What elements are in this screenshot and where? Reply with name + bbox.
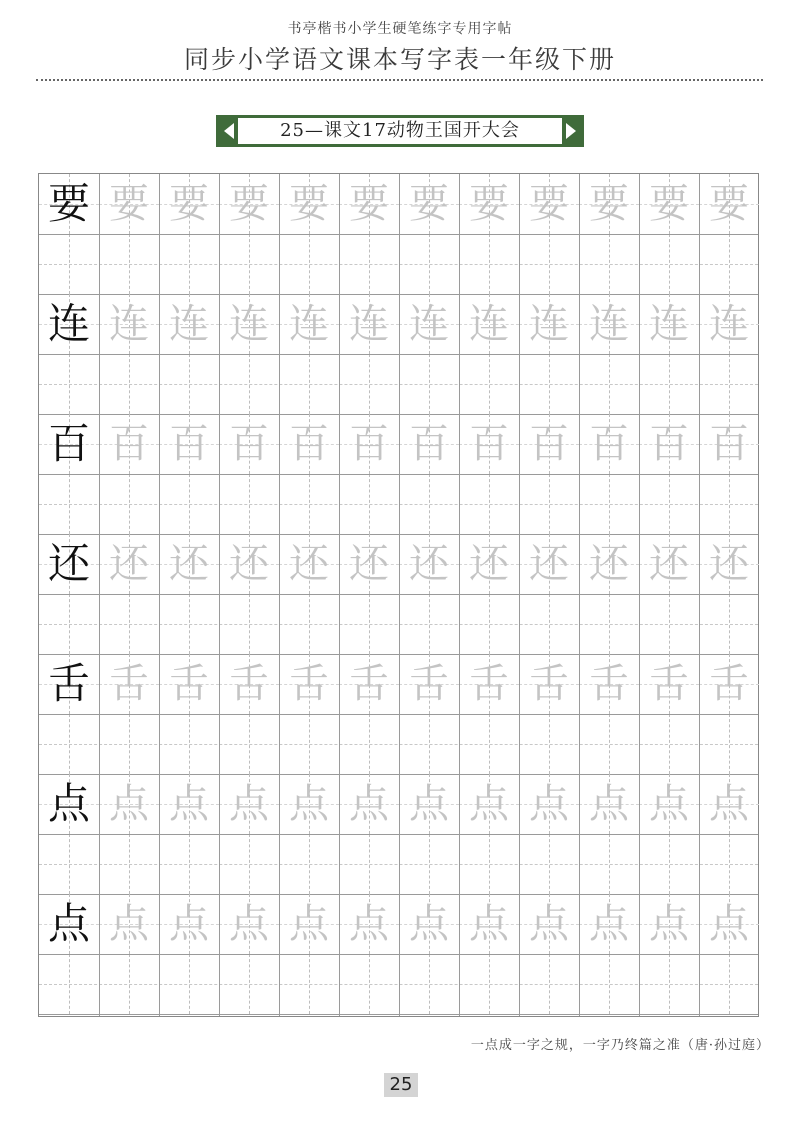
trace-character — [99, 294, 159, 354]
character-glyph: 连 — [229, 301, 269, 347]
trace-character — [339, 774, 399, 834]
trace-character — [639, 774, 699, 834]
character-glyph: 舌 — [109, 661, 149, 707]
character-glyph: 还 — [469, 541, 509, 587]
trace-character — [399, 534, 459, 594]
trace-character — [639, 414, 699, 474]
model-character — [39, 894, 99, 954]
character-glyph: 还 — [409, 541, 449, 587]
trace-character — [279, 774, 339, 834]
character-glyph: 要 — [47, 179, 90, 228]
trace-character — [699, 774, 759, 834]
trace-character — [459, 414, 519, 474]
trace-character — [219, 894, 279, 954]
trace-character — [519, 774, 579, 834]
page-subtitle: 书亭楷书小学生硬笔练字专用字帖 — [287, 21, 513, 37]
trace-character — [159, 294, 219, 354]
trace-character — [219, 174, 279, 234]
character-glyph: 还 — [589, 541, 629, 587]
trace-character — [159, 774, 219, 834]
character-glyph: 百 — [409, 421, 449, 467]
lesson-title: 25—课文17动物王国开大会 — [280, 120, 520, 141]
model-character — [39, 174, 99, 234]
character-glyph: 舌 — [589, 661, 629, 707]
trace-character — [279, 534, 339, 594]
trace-character — [159, 414, 219, 474]
character-glyph: 舌 — [529, 661, 569, 707]
grid-line — [579, 174, 580, 1016]
trace-character — [99, 534, 159, 594]
character-glyph: 点 — [229, 781, 269, 827]
grid-line — [339, 174, 340, 1016]
character-glyph: 连 — [109, 301, 149, 347]
trace-character — [99, 414, 159, 474]
grid-line — [519, 174, 520, 1016]
trace-character — [519, 534, 579, 594]
trace-character — [459, 654, 519, 714]
character-glyph: 百 — [589, 421, 629, 467]
character-glyph: 舌 — [229, 661, 269, 707]
character-glyph: 点 — [589, 901, 629, 947]
character-glyph: 舌 — [409, 661, 449, 707]
trace-character — [459, 294, 519, 354]
trace-character — [699, 894, 759, 954]
trace-character — [639, 654, 699, 714]
character-glyph: 舌 — [349, 661, 389, 707]
character-glyph: 还 — [649, 541, 689, 587]
trace-character — [279, 294, 339, 354]
character-glyph: 百 — [349, 421, 389, 467]
character-glyph: 要 — [109, 181, 149, 227]
trace-character — [459, 774, 519, 834]
grid-line — [459, 174, 460, 1016]
character-glyph: 点 — [169, 901, 209, 947]
grid-line — [399, 174, 400, 1016]
trace-character — [639, 294, 699, 354]
trace-character — [339, 174, 399, 234]
trace-character — [159, 894, 219, 954]
trace-character — [699, 414, 759, 474]
trace-character — [159, 654, 219, 714]
trace-character — [339, 654, 399, 714]
model-character — [39, 654, 99, 714]
character-glyph: 点 — [47, 779, 90, 828]
character-glyph: 舌 — [709, 661, 749, 707]
trace-character — [399, 654, 459, 714]
trace-character — [459, 534, 519, 594]
writing-grid — [38, 173, 759, 1017]
character-glyph: 要 — [649, 181, 689, 227]
character-glyph: 点 — [529, 901, 569, 947]
trace-character — [339, 894, 399, 954]
character-glyph: 连 — [469, 301, 509, 347]
trace-character — [159, 174, 219, 234]
character-glyph: 点 — [349, 781, 389, 827]
trace-character — [579, 414, 639, 474]
character-glyph: 百 — [709, 421, 749, 467]
character-glyph: 百 — [169, 421, 209, 467]
trace-character — [579, 534, 639, 594]
character-glyph: 舌 — [289, 661, 329, 707]
character-glyph: 连 — [649, 301, 689, 347]
trace-character — [399, 294, 459, 354]
model-character — [39, 294, 99, 354]
character-glyph: 舌 — [169, 661, 209, 707]
character-glyph: 要 — [229, 181, 269, 227]
character-glyph: 要 — [529, 181, 569, 227]
character-glyph: 点 — [589, 781, 629, 827]
character-glyph: 要 — [289, 181, 329, 227]
trace-character — [219, 654, 279, 714]
trace-character — [699, 654, 759, 714]
model-character — [39, 534, 99, 594]
character-glyph: 要 — [589, 181, 629, 227]
character-glyph: 点 — [47, 899, 90, 948]
character-glyph: 点 — [709, 781, 749, 827]
trace-character — [399, 174, 459, 234]
trace-character — [279, 414, 339, 474]
character-glyph: 舌 — [47, 659, 90, 708]
character-glyph: 舌 — [469, 661, 509, 707]
character-glyph: 还 — [169, 541, 209, 587]
character-glyph: 还 — [289, 541, 329, 587]
character-glyph: 点 — [649, 901, 689, 947]
grid-line — [279, 174, 280, 1016]
trace-character — [399, 414, 459, 474]
character-glyph: 百 — [289, 421, 329, 467]
character-glyph: 连 — [349, 301, 389, 347]
character-glyph: 连 — [409, 301, 449, 347]
trace-character — [579, 654, 639, 714]
trace-character — [99, 174, 159, 234]
grid-line — [99, 174, 100, 1016]
character-glyph: 连 — [289, 301, 329, 347]
trace-character — [99, 894, 159, 954]
character-glyph: 百 — [469, 421, 509, 467]
trace-character — [459, 894, 519, 954]
trace-character — [519, 894, 579, 954]
character-glyph: 百 — [649, 421, 689, 467]
character-glyph: 还 — [229, 541, 269, 587]
model-character — [39, 414, 99, 474]
character-glyph: 要 — [709, 181, 749, 227]
trace-character — [579, 894, 639, 954]
character-glyph: 点 — [289, 781, 329, 827]
trace-character — [219, 534, 279, 594]
model-character — [39, 774, 99, 834]
character-glyph: 要 — [349, 181, 389, 227]
character-glyph: 百 — [109, 421, 149, 467]
trace-character — [459, 174, 519, 234]
trace-character — [579, 774, 639, 834]
trace-character — [339, 534, 399, 594]
grid-line — [699, 174, 700, 1016]
character-glyph: 点 — [409, 781, 449, 827]
trace-character — [579, 294, 639, 354]
grid-line — [219, 174, 220, 1016]
character-glyph: 百 — [229, 421, 269, 467]
trace-character — [279, 894, 339, 954]
trace-character — [219, 774, 279, 834]
character-glyph: 连 — [169, 301, 209, 347]
character-glyph: 点 — [649, 781, 689, 827]
trace-character — [699, 534, 759, 594]
character-glyph: 点 — [289, 901, 329, 947]
character-glyph: 还 — [709, 541, 749, 587]
trace-character — [99, 774, 159, 834]
dotted-divider — [36, 79, 763, 81]
trace-character — [579, 174, 639, 234]
character-glyph: 要 — [409, 181, 449, 227]
character-glyph: 点 — [109, 901, 149, 947]
trace-character — [639, 174, 699, 234]
trace-character — [279, 654, 339, 714]
character-glyph: 还 — [47, 539, 90, 588]
trace-character — [219, 294, 279, 354]
character-glyph: 点 — [109, 781, 149, 827]
character-glyph: 连 — [47, 299, 90, 348]
trace-character — [639, 534, 699, 594]
character-glyph: 舌 — [649, 661, 689, 707]
character-glyph: 点 — [529, 781, 569, 827]
lesson-banner — [216, 115, 584, 147]
trace-character — [519, 294, 579, 354]
character-glyph: 点 — [349, 901, 389, 947]
page-number: 25 — [384, 1073, 418, 1097]
trace-character — [339, 294, 399, 354]
character-glyph: 要 — [169, 181, 209, 227]
character-glyph: 要 — [469, 181, 509, 227]
character-glyph: 还 — [109, 541, 149, 587]
trace-character — [519, 414, 579, 474]
character-glyph: 百 — [47, 419, 90, 468]
trace-character — [699, 174, 759, 234]
character-glyph: 连 — [709, 301, 749, 347]
character-glyph: 连 — [529, 301, 569, 347]
trace-character — [399, 894, 459, 954]
page-title: 同步小学语文课本写字表一年级下册 — [183, 45, 616, 74]
trace-character — [699, 294, 759, 354]
trace-character — [639, 894, 699, 954]
character-glyph: 还 — [529, 541, 569, 587]
grid-line — [639, 174, 640, 1016]
trace-character — [519, 654, 579, 714]
trace-character — [159, 534, 219, 594]
character-glyph: 还 — [349, 541, 389, 587]
character-glyph: 点 — [169, 781, 209, 827]
calligraphy-quote: 一点成一字之规，一字乃终篇之准（唐·孙过庭） — [470, 1038, 770, 1053]
trace-character — [279, 174, 339, 234]
character-glyph: 点 — [229, 901, 269, 947]
character-glyph: 点 — [469, 781, 509, 827]
grid-line — [159, 174, 160, 1016]
character-glyph: 点 — [409, 901, 449, 947]
character-glyph: 点 — [469, 901, 509, 947]
character-glyph: 连 — [589, 301, 629, 347]
trace-character — [99, 654, 159, 714]
trace-character — [519, 174, 579, 234]
trace-character — [339, 414, 399, 474]
trace-character — [219, 414, 279, 474]
character-glyph: 百 — [529, 421, 569, 467]
trace-character — [399, 774, 459, 834]
character-glyph: 点 — [709, 901, 749, 947]
